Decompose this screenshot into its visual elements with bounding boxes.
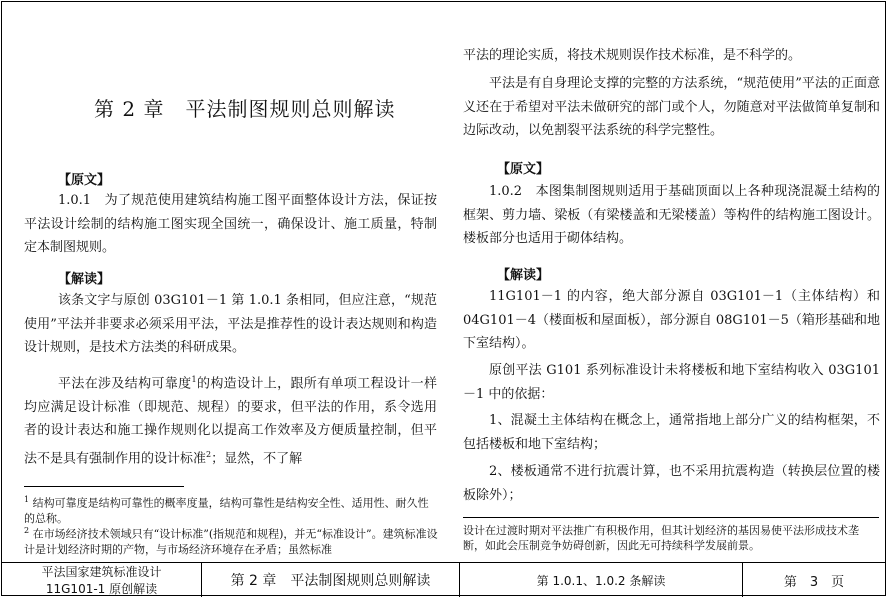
- basis-item-2: 2、楼板通常不进行抗震计算，也不采用抗震构造（转换层位置的楼板除外）；: [463, 464, 880, 503]
- basis-item-1: 1、混凝土主体结构在概念上，通常指地上部分广义的结构框架，不包括楼板和地下室结构；: [463, 413, 880, 452]
- footnote-continuation: 设计在过渡时期对平法推广有积极作用，但其计划经济的基因易使平法形成技术垄断，如此会压制竞争妨碍创新，因此无可持续科学发展前景。: [463, 517, 879, 553]
- footer-book-title: [2, 563, 202, 597]
- footnote-2: [24, 523, 439, 557]
- footer-section: 第 1.0.1、1.0.2 条解读: [460, 563, 743, 597]
- paragraph-text-b: 的构造设计上，跟所有单项工程设计一样均应满足设计标准（即规范、规程）的要求，但平法的作用，系令选用者的设计表达和施工操作规则化以提高工作效率及方便质量控制，但平法不是具有强制作用的设计标准: [24, 376, 437, 467]
- footnote-ref-2: 2: [206, 449, 212, 459]
- footnote-ref-1: 1: [191, 375, 197, 384]
- original-text-heading-2: 【原文】: [497, 162, 550, 177]
- footnote-1: [24, 492, 439, 526]
- page: [1, 1, 886, 596]
- interpretation-paragraph: 该条文字与原创 03G101－1 第 1.0.1 条相同，但应注意，“规范使用”平法并非要求必须采用平法，平法是推荐性的设计表达规则和构造设计规则，是技术方法类的科研成果。: [24, 293, 437, 355]
- method-system-paragraph: 平法是有自身理论支撑的完整的方法系统，“规范使用”平法的正面意义还在于希望对平法未做研究的部门或个人，勿随意对平法做简单复制和边际改动，以免割裂平法系统的科学完整性。: [463, 76, 880, 138]
- interpretation-heading: 【解读】: [58, 272, 111, 287]
- clause-1-0-1-text: 1.0.1 为了规范使用建筑结构施工图平面整体设计方法，保证按平法设计绘制的结构施工图实现全国统一，确保设计、施工质量，特制定本制图规则。: [24, 193, 437, 255]
- source-paragraph: 11G101－1 的内容，绝大部分源自 03G101－1（主体结构）和 04G101－4（楼面板和屋面板），部分源自 08G101－5（箱形基础和地下室结构）。: [463, 289, 880, 351]
- footnote-1-number: 1: [24, 495, 30, 504]
- basis-paragraph: 原创平法 G101 系列标准设计未将楼板和地下室结构收入 03G101－1 中的依据：: [463, 363, 880, 402]
- page-footer: [2, 562, 885, 597]
- interpretation-heading-2: 【解读】: [497, 268, 550, 283]
- paragraph-text-c: ；显然，不了解: [211, 451, 303, 467]
- continued-paragraph: 平法的理论实质，将技术规则误作技术标准，是不科学的。: [463, 48, 802, 63]
- footnote-2-text: 在市场经济技术领域只有“设计标准”(指规范和规程)，并无“标准设计”。建筑标准设计是计划经济时期的产物，与市场经济环境存在矛盾；虽然标准: [24, 527, 438, 556]
- footer-page-number: 第 3 页: [783, 574, 845, 590]
- original-text-heading: 【原文】: [58, 173, 111, 188]
- footer-book-line-2: 11G101-1 原创解读: [45, 582, 158, 596]
- footer-book-line-1: 平法国家建筑标准设计: [41, 565, 162, 579]
- footnote-2-number: 2: [24, 526, 30, 535]
- footnote-1-text: 结构可靠度是结构可靠性的概率度量，结构可靠性是结构安全性、适用性、耐久性的总称。: [24, 496, 429, 525]
- platform-scope-paragraph: [24, 368, 437, 471]
- chapter-title: 第 2 章 平法制图规则总则解读: [94, 97, 396, 121]
- footer-chapter: 第 2 章 平法制图规则总则解读: [202, 563, 460, 597]
- footnote-divider: [24, 486, 184, 487]
- clause-1-0-2-text: 1.0.2 本图集制图规则适用于基础顶面以上各种现浇混凝土结构的框架、剪力墙、梁板（有梁楼盖和无梁楼盖）等构件的结构施工图设计。楼板部分也适用于砌体结构。: [463, 184, 880, 246]
- paragraph-text-a: 平法在涉及结构可靠度: [58, 376, 192, 392]
